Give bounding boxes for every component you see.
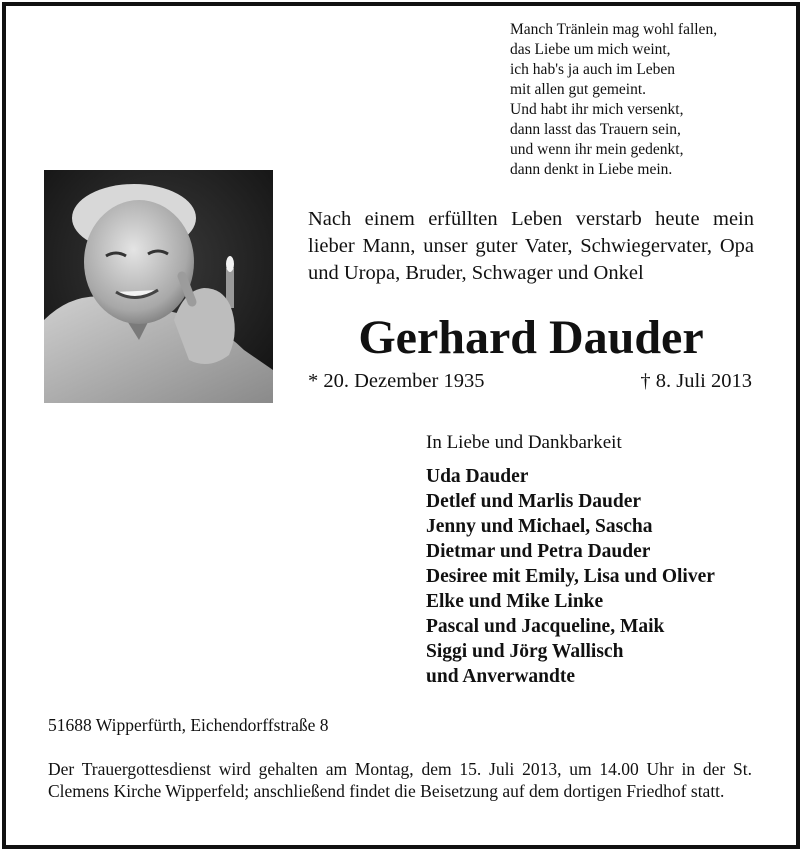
mourner-name: Elke und Mike Linke	[426, 591, 604, 612]
mourner-name: und Anverwandte	[426, 666, 575, 687]
portrait-illustration	[44, 170, 273, 403]
poem-line: mit allen gut gemeint.	[510, 81, 647, 98]
poem-line: und wenn ihr mein gedenkt,	[510, 141, 684, 158]
poem-line: das Liebe um mich weint,	[510, 41, 671, 58]
mourner-name: Siggi und Jörg Wallisch	[426, 641, 624, 662]
poem-line: Manch Tränlein mag wohl fallen,	[510, 21, 718, 38]
birth-date: * 20. Dezember 1935	[308, 370, 485, 392]
deceased-name: Gerhard Dauder	[358, 311, 704, 364]
mourners-list	[426, 464, 715, 689]
poem-line: dann lasst das Trauern sein,	[510, 121, 681, 138]
mourner-name: Dietmar und Petra Dauder	[426, 541, 651, 562]
mourner-name: Detlef und Marlis Dauder	[426, 491, 642, 512]
poem-line: dann denkt in Liebe mein.	[510, 161, 673, 178]
death-announcement: Nach einem erfüllten Leben verstarb heute mein lieber Mann, unser guter Vater, Schwiegervater, Opa und Uropa, Bruder, Schwager und Onkel	[308, 208, 754, 284]
death-date: † 8. Juli 2013	[640, 370, 752, 392]
poem-line: Und habt ihr mich versenkt,	[510, 101, 684, 118]
mourner-name: Pascal und Jacqueline, Maik	[426, 616, 665, 637]
poem	[510, 20, 790, 180]
funeral-service-notice: Der Trauergottesdienst wird gehalten am Montag, dem 15. Juli 2013, um 14.00 Uhr in der St. Clemens Kirche Wipperfeld; anschließend findet die Beisetzung auf dem dortigen Friedhof statt.	[48, 759, 752, 801]
portrait-photo	[44, 170, 273, 403]
mourners-intro: In Liebe und Dankbarkeit	[426, 432, 622, 453]
poem-line: ich hab's ja auch im Leben	[510, 61, 676, 78]
mourner-name: Desiree mit Emily, Lisa und Oliver	[426, 566, 715, 587]
mourner-name: Uda Dauder	[426, 466, 529, 487]
mourner-name: Jenny und Michael, Sascha	[426, 516, 653, 537]
family-address: 51688 Wipperfürth, Eichendorffstraße 8	[48, 715, 329, 735]
